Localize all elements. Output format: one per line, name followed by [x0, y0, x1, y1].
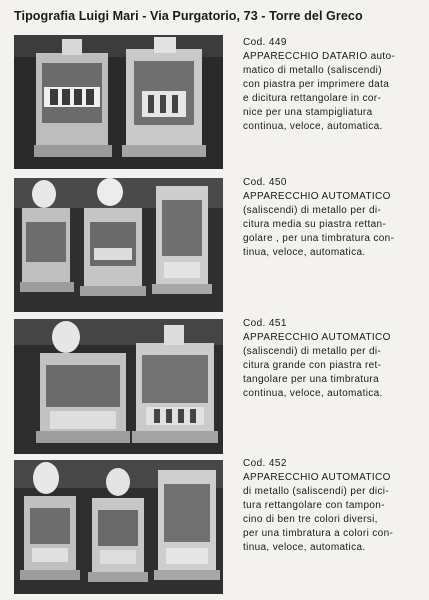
product-photo: [14, 35, 223, 169]
description-line: con piastra per imprimere data: [243, 79, 390, 90]
product-description: [243, 317, 424, 401]
description-line: citura media su piastra rettan-: [243, 219, 387, 230]
product-code: Cod. 452: [243, 458, 287, 469]
description-line: per una timbratura a colori con-: [243, 528, 394, 539]
product-description: [243, 36, 424, 134]
product-code: Cod. 450: [243, 177, 287, 188]
description-line: (saliscendi) di metallo per di-: [243, 346, 382, 357]
description-line: APPARECCHIO AUTOMATICO: [243, 332, 391, 343]
description-line: nice per una stampigliatura: [243, 107, 373, 118]
description-line: (saliscendi) di metallo per di-: [243, 205, 382, 216]
description-line: e dicitura rettangolare in cor-: [243, 93, 382, 104]
description-line: tinua, veloce, automatica.: [243, 247, 366, 258]
description-line: citura grande con piastra ret-: [243, 360, 382, 371]
description-line: di metallo (saliscendi) per dici-: [243, 486, 390, 497]
description-line: APPARECCHIO AUTOMATICO: [243, 191, 391, 202]
description-line: continua, veloce, automatica.: [243, 121, 383, 132]
description-line: golare , per una timbratura con-: [243, 233, 395, 244]
description-line: continua, veloce, automatica.: [243, 388, 383, 399]
description-line: tangolare per una timbratura: [243, 374, 379, 385]
description-line: APPARECCHIO AUTOMATICO: [243, 472, 391, 483]
description-line: tinua, veloce, automatica.: [243, 542, 366, 553]
product-photo: [14, 319, 223, 454]
description-line: cino di ben tre colori diversi,: [243, 514, 378, 525]
product-description: [243, 457, 424, 555]
description-line: matico di metallo (saliscendi): [243, 65, 382, 76]
product-photo: [14, 460, 223, 594]
product-code: Cod. 451: [243, 318, 287, 329]
description-line: tura rettangolare con tampon-: [243, 500, 385, 511]
product-photo: [14, 178, 223, 312]
product-code: Cod. 449: [243, 37, 287, 48]
description-line: APPARECCHIO DATARIO auto-: [243, 51, 396, 62]
product-description: [243, 176, 424, 260]
page-header: Tipografia Luigi Mari - Via Purgatorio, 73 - Torre del Greco: [14, 9, 363, 23]
